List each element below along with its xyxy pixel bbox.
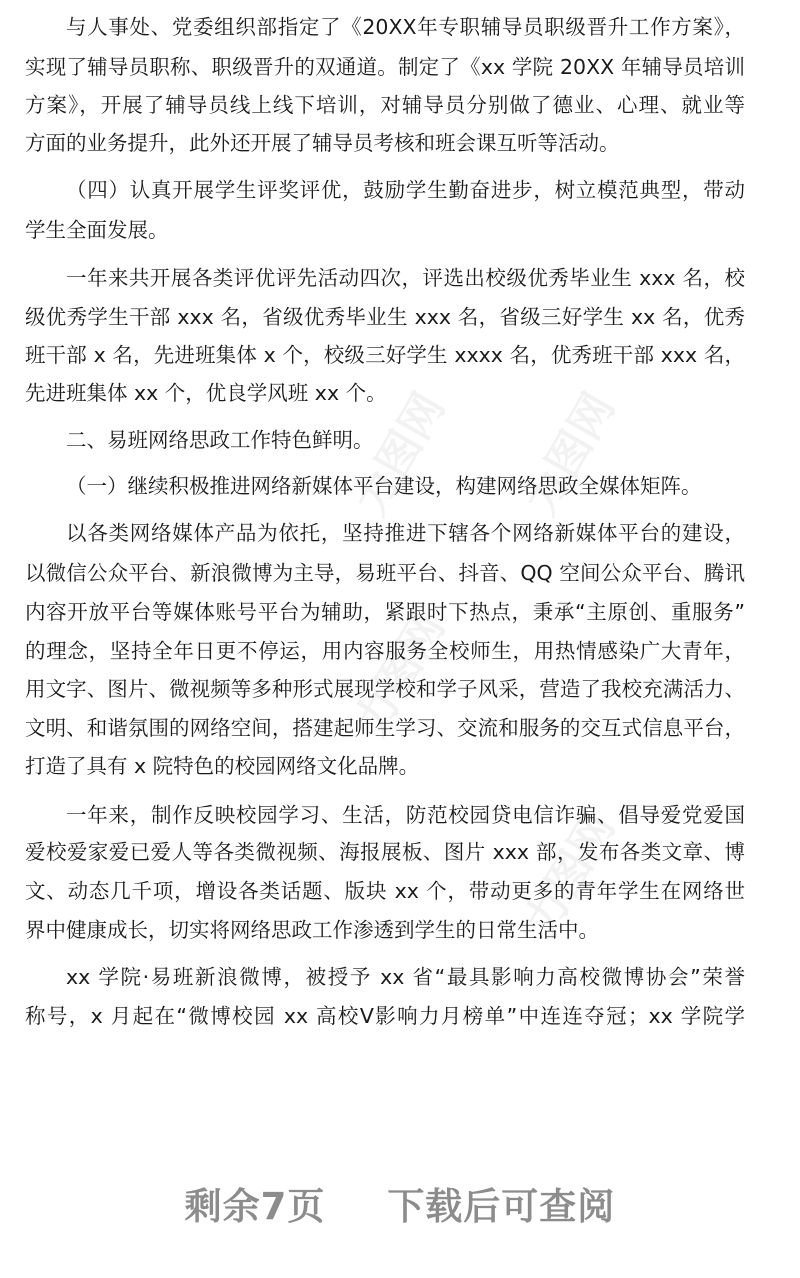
- remaining-pages-label: 剩余7页: [184, 1185, 326, 1228]
- text-line: 实现了辅导员职称、职级晋升的双通道。制定了《xx 学院 20XX 年辅导员培训: [25, 55, 745, 79]
- download-hint-label[interactable]: 下载后可查阅: [387, 1185, 616, 1228]
- watermark: 力图网: [514, 384, 625, 525]
- text-line: 学生全面发展。: [25, 218, 169, 242]
- text-line: 二、易班网络思政工作特色鲜明。: [66, 428, 374, 452]
- text-line: 级优秀学生干部 xxx 名，省级优秀毕业生 xxx 名，省级三好学生 xx 名，优秀: [25, 305, 745, 329]
- text-line: 文明、和谐氛围的网络空间，搭建起师生学习、交流和服务的交互式信息平台，: [25, 716, 745, 740]
- text-line: 一年来，制作反映校园学习、生活，防范校园贷电信诈骗、倡导爱党爱国: [66, 803, 745, 827]
- watermark: 力图网: [514, 804, 625, 945]
- watermark: 力图网: [344, 604, 455, 745]
- text-line: 称号，x 月起在“微博校园 xx 高校Ⅴ影响力月榜单”中连连夺冠；xx 学院学: [25, 1004, 745, 1028]
- text-line: 打造了具有 x 院特色的校园网络文化品牌。: [25, 754, 420, 778]
- text-line: 一年来共开展各类评优评先活动四次，评选出校级优秀毕业生 xxx 名，校: [66, 266, 745, 290]
- text-line: 界中健康成长，切实将网络思政工作渗透到学生的日常生活中。: [25, 918, 599, 942]
- text-line: 爱校爱家爱已爱人等各类微视频、海报展板、图片 xxx 部，发布各类文章、博: [25, 840, 745, 864]
- text-line: 以各类网络媒体产品为依托，坚持推进下辖各个网络新媒体平台的建设，: [66, 521, 745, 545]
- text-line: 用文字、图片、微视频等多种形式展现学校和学子风采，营造了我校充满活力、: [25, 677, 745, 701]
- text-line: 的理念，坚持全年日更不停运，用内容服务全校师生，用热情感染广大青年，: [25, 639, 745, 663]
- download-prompt[interactable]: [0, 1176, 800, 1230]
- text-line: 与人事处、党委组织部指定了《20XX年专职辅导员职级晋升工作方案》，: [66, 15, 745, 39]
- text-line: 文、动态几千项，增设各类话题、版块 xx 个，带动更多的青年学生在网络世: [25, 879, 745, 903]
- text-line: 方面的业务提升，此外还开展了辅导员考核和班会课互听等活动。: [25, 131, 620, 155]
- text-line: 以微信公众平台、新浪微博为主导，易班平台、抖音、QQ 空间公众平台、腾讯: [25, 561, 745, 585]
- text-line: xx 学院·易班新浪微博，被授予 xx 省“最具影响力高校微博协会”荣誉: [66, 965, 745, 989]
- text-line: 内容开放平台等媒体账号平台为辅助，紧跟时下热点，秉承“主原创、重服务”: [25, 600, 745, 624]
- text-line: （四）认真开展学生评奖评优，鼓励学生勤奋进步，树立模范典型，带动: [66, 178, 745, 202]
- text-line: （一）继续积极推进网络新媒体平台建设，构建网络思政全媒体矩阵。: [66, 474, 702, 498]
- text-line: 方案》，开展了辅导员线上线下培训，对辅导员分别做了德业、心理、就业等: [25, 93, 745, 117]
- watermark: 力图网: [344, 384, 455, 525]
- text-line: 班干部 x 名，先进班集体 x 个，校级三好学生 xxxx 名，优秀班干部 xxx 名，: [25, 343, 745, 367]
- text-line: 先进班集体 xx 个，优良学风班 xx 个。: [25, 381, 387, 405]
